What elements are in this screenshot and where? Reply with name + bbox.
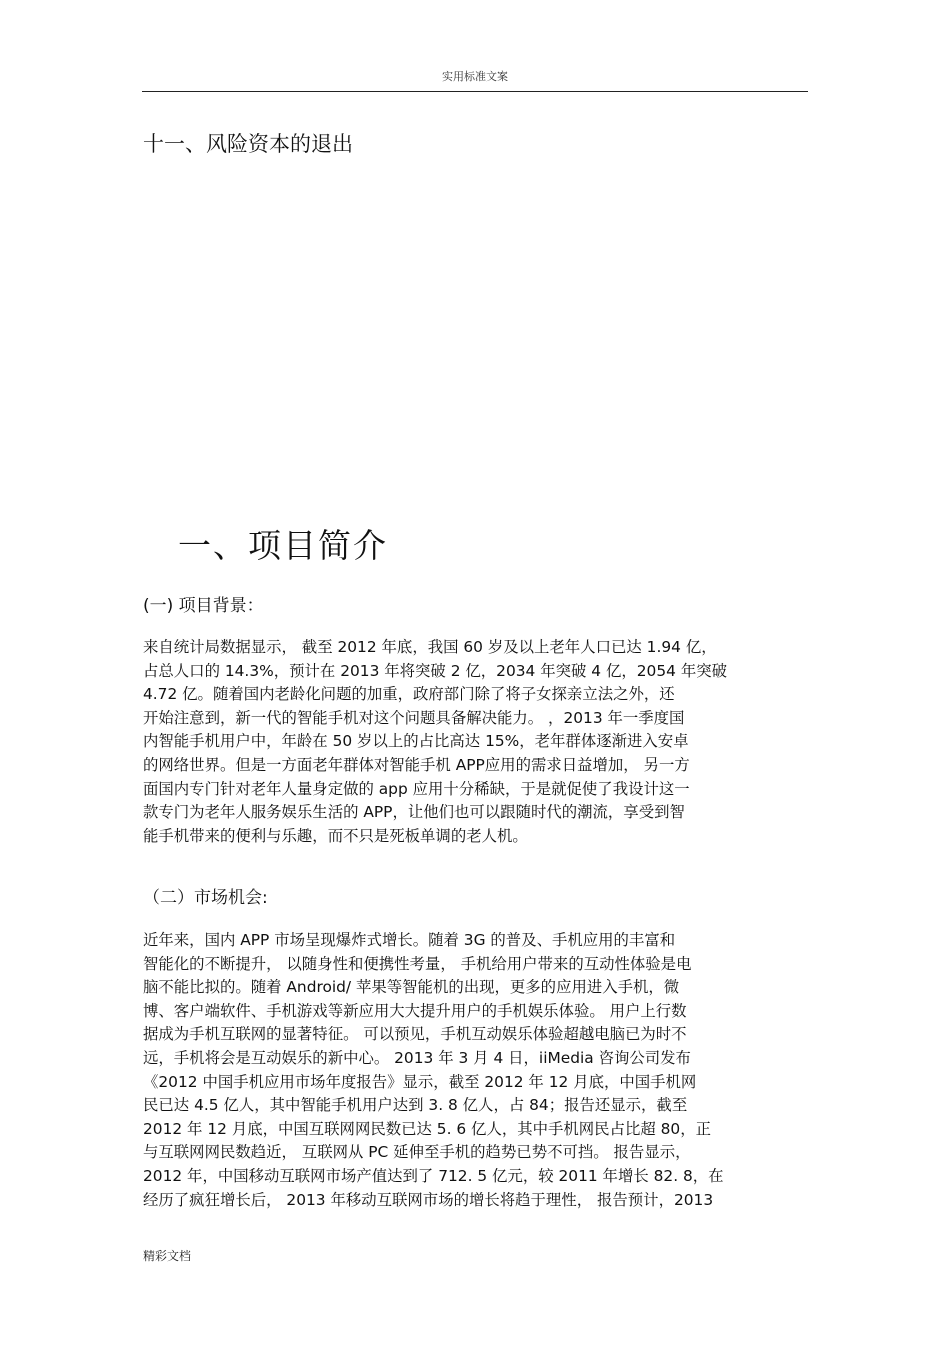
paragraph-line: 远，手机将会是互动娱乐的新中心。 2013 年 3 月 4 日，iiMedia 咨询公司发布 xyxy=(143,1048,691,1067)
page-header: 实用标准文案 xyxy=(442,70,508,83)
paragraph-line: 《2012 中国手机应用市场年度报告》显示，截至 2012 年 12 月底，中国手机网 xyxy=(143,1072,697,1091)
paragraph-line: 来自统计局数据显示， 截至 2012 年底，我国 60 岁及以上老年人口已达 1.94 亿， xyxy=(143,638,717,656)
paragraph-line: 脑不能比拟的。随着 Android/ 苹果等智能机的出现，更多的应用进入手机，微 xyxy=(143,978,680,997)
paragraph-line: 2012 年 12 月底，中国互联网网民数已达 5. 6 亿人，其中手机网民占比超 80，正 xyxy=(143,1119,711,1138)
paragraph-line: 4.72 亿。随着国内老龄化问题的加重，政府部门除了将子女探亲立法之外，还 xyxy=(143,685,675,704)
section1-paragraph xyxy=(143,636,813,848)
paragraph-line: 2012 年，中国移动互联网市场产值达到了 712. 5 亿元，较 2011 年增长 82. 8，在 xyxy=(143,1166,724,1185)
header-divider xyxy=(142,91,808,92)
paragraph-line: 占总人口的 14.3%，预计在 2013 年将突破 2 亿，2034 年突破 4 亿，2054 年突破 xyxy=(143,661,727,680)
paragraph-line: 与互联网网民数趋近， 互联网从 PC 延伸至手机的趋势已势不可挡。 报告显示， xyxy=(143,1143,691,1162)
paragraph-line: 民已达 4.5 亿人，其中智能手机用户达到 3. 8 亿人，占 84；报告还显示，截至 xyxy=(143,1096,688,1115)
paragraph-line: 能手机带来的便利与乐趣，而不只是死板单调的老人机。 xyxy=(143,826,528,845)
paragraph-line: 近年来，国内 APP 市场呈现爆炸式增长。随着 3G 的普及、手机应用的丰富和 xyxy=(143,931,676,949)
paragraph-line: 开始注意到，新一代的智能手机对这个问题具备解决能力。 ，2013 年一季度国 xyxy=(143,708,685,727)
section-title: 十一、风险资本的退出 xyxy=(143,132,353,156)
section2-paragraph xyxy=(143,929,813,1212)
main-heading: 一、项目简介 xyxy=(178,526,388,565)
paragraph-line: 经历了疯狂增长后， 2013 年移动互联网市场的增长将趋于理性， 报告预计，2013 xyxy=(143,1190,714,1209)
section1-heading: (一) 项目背景： xyxy=(143,596,264,616)
page-footer: 精彩文档 xyxy=(143,1249,192,1263)
paragraph-line: 内智能手机用户中，年龄在 50 岁以上的占比高达 15%，老年群体逐渐进入安卓 xyxy=(143,732,689,751)
section2-heading: （二）市场机会: xyxy=(143,888,268,908)
paragraph-line: 面国内专门针对老年人量身定做的 app 应用十分稀缺，于是就促使了我设计这一 xyxy=(143,779,690,798)
paragraph-line: 智能化的不断提升， 以随身性和便携性考量， 手机给用户带来的互动性体验是电 xyxy=(143,954,692,973)
paragraph-line: 据成为手机互联网的显著特征。 可以预见，手机互动娱乐体验超越电脑已为时不 xyxy=(143,1025,687,1044)
paragraph-line: 款专门为老年人服务娱乐生活的 APP，让他们也可以跟随时代的潮流，享受到智 xyxy=(143,803,685,822)
paragraph-line: 的网络世界。但是一方面老年群体对智能手机 APP应用的需求日益增加， 另一方 xyxy=(143,755,690,774)
paragraph-line: 博、客户端软件、手机游戏等新应用大大提升用户的手机娱乐体验。 用户上行数 xyxy=(143,1001,687,1020)
